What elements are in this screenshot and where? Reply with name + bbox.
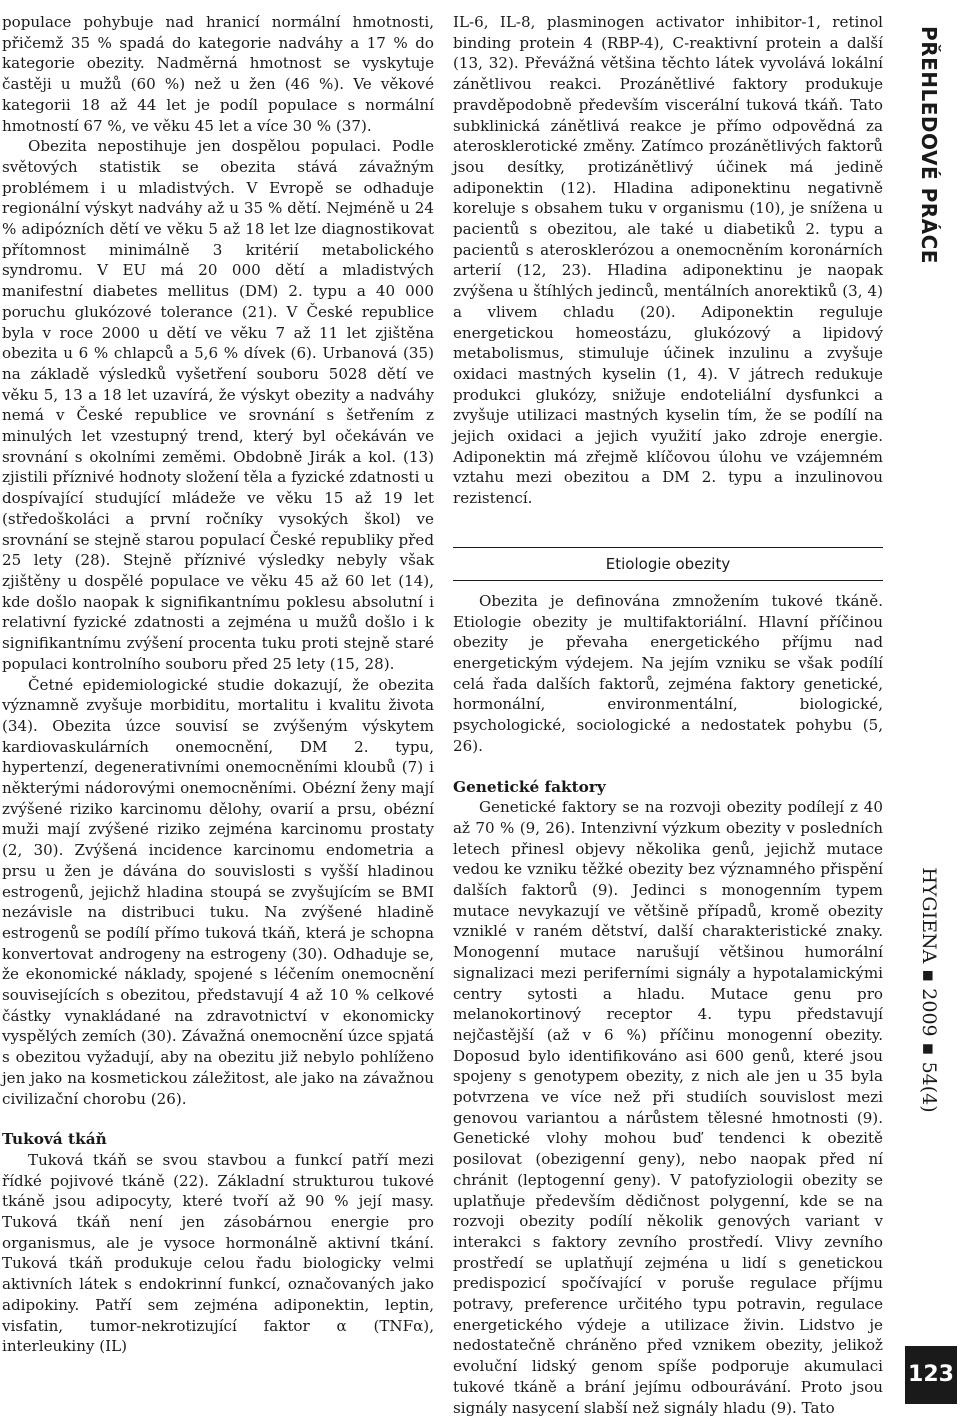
spacer xyxy=(2,1109,434,1129)
paragraph: Tuková tkáň se svou stavbou a funkcí patří mezi řídké pojivové tkáně (22). Základní strukturou tukové tkáně jsou adipocyty, které tvoří až 90 % její masy. Tuková tkáň není jen zásobárnou energie pro organismus, ale je vysoce hormonálně aktivní tkání. Tuková tkáň produkuje celou řadu biologicky velmi aktivních látek s endokrinní funkcí, označovaných jako adipokiny. Patří sem zejména adiponektin, leptin, visfatin, tumor-nekrotizující faktor α (TNFα), interleukiny (IL) xyxy=(2,1150,434,1356)
section-heading-genetic: Genetické faktory xyxy=(453,777,606,796)
section-heading-box xyxy=(453,547,883,581)
paragraph: populace pohybuje nad hranicí normální hmotnosti, přičemž 35 % spadá do kategorie nadváhy a 17 % do kategorie obezity. Nadměrná hmotnost se vyskytuje častěji u mužů (60 %) než u žen (46 %). Ve věkové kategorii 18 až 44 let je podíl populace s normální hmotností 67 %, ve věku 45 let a více 30 % (37). xyxy=(2,13,434,135)
left-column xyxy=(2,12,434,1357)
page-number: 123 xyxy=(905,1346,957,1404)
divider xyxy=(453,580,883,581)
right-column xyxy=(453,12,883,1418)
paragraph: IL-6, IL-8, plasminogen activator inhibitor-1, retinol binding protein 4 (RBP-4), C-reaktivní protein a další (13, 32). Převážná většina těchto látek vyvolává lokální zánětlivou reakci. Prozánětlivé faktory produkuje pravděpodobně především viscerální tuková tkáň. Tato subklinická zánětlivá reakce je přímo odpovědná za aterosklerotické změny. Zatímco prozánětlivých faktorů jsou desítky, protizánětlivý účinek má jedině adiponektin (12). Hladina adiponektinu negativně koreluje s obsahem tuku v organismu (10), je snížena u pacientů s obezitou, ale také u diabetiků 2. typu a pacientů s aterosklerózou a onemocněním koronárních arterií (12, 23). Hladina adiponektinu je naopak zvýšena u štíhlých jedinců, mentálních anorektiků (3, 4) a vlivem chladu (20). Adiponektin reguluje energetickou homeostázu, glukózový a lipidový metabolismus, stimuluje účinek inzulinu a zvyšuje oxidaci mastných kyselin (1, 4). V játrech redukuje produkci glukózy, snižuje endoteliální dysfunkci a zvyšuje utilizaci mastných kyselin tím, že se podílí na jejich oxidaci a jejich využití jako zdroje energie. Adiponektin má zřejmě klíčovou úlohu ve vzájemném vztahu mezi obezitou a DM 2. typu a inzulinovou rezistencí. xyxy=(453,13,883,508)
paragraph: Genetické faktory se na rozvoji obezity podílejí z 40 až 70 % (9, 26). Intenzivní výzkum obezity v posledních letech přinesl objevy několika genů, jejichž mutace vedou ke vzniku těžké obezity bez významného přispění dalších faktorů (9). Jedinci s monogenním typem mutace nevykazují ve většině případů, kromě obezity vzniklé v raném dětství, další charakteristické znaky. Monogenní mutace narušují většinou humorální signalizaci mezi periferními signály a hypotalamickými centry sytosti a hladu. Mutace genu pro melanokortinový receptor 4. typu představují nejčastější (až v 6 %) příčinu monogenní obezity. Doposud bylo identifikováno asi 600 genů, které jsou spojeny s genotypem obezity, z nich ale jen u 35 byla potvrzena ve více než při studiích souvislost mezi genovou variantou a nárůstem tělesné hmotnosti (9). Genetické vlohy mohou buď tendenci k obezitě posilovat (obezigenní geny), nebo naopak před ní chránit (leptogenní geny). V patofyziologii obezity se uplatňuje především dědičnost polygenní, kde se na rozvoji obezity podílí několik genových variant v interakci s faktory zevního prostředí. Vlivy zevního prostředí se uplatňují zejména u lidí s genetickou predispozicí spočívající v poruše regulace příjmu potravy, preference určitého typu potravin, regulace energetického výdeje a utilizace živin. Lidstvo je nedostatečně chráněno před vznikem obezity, jelikož evoluční lidský genom spíše podporuje akumulaci tukové tkáně a brání jejímu odbourávání. Proto jsou signály nasycení slabší než signály hladu (9). Tato xyxy=(453,798,883,1417)
sidebar-section-title xyxy=(905,20,953,270)
spacer xyxy=(453,757,883,777)
sidebar-journal-info xyxy=(905,840,953,1140)
section-heading-tissue: Tuková tkáň xyxy=(2,1130,107,1149)
sidebar-section-title-text: PŘEHLEDOVÉ PRÁCE xyxy=(917,26,941,264)
divider xyxy=(453,547,883,548)
sidebar-journal-text: HYGIENA ▪ 2009 ▪ 54(4) xyxy=(918,867,940,1113)
paragraph: Obezita nepostihuje jen dospělou populaci. Podle světových statistik se obezita stává závažným problémem i u mladistvých. V Evropě se odhaduje regionální výskyt nadváhy až u 35 % dětí. Nejméně u 24 % adipózních dětí ve věku 5 až 18 let lze diagnostikovat přítomnost minimálně 3 kritérií metabolického syndromu. V EU má 20 000 dětí a mladistvých manifestní diabetes mellitus (DM) 2. typu a 40 000 poruchu glukózové tolerance (21). V České republice byla v roce 2000 u dětí ve věku 7 až 11 let zjištěna obezita u 6 % chlapců a 5,6 % dívek (6). Urbanová (35) na základě výsledků vyšetření souboru 5028 dětí ve věku 5, 13 a 18 let uzavírá, že výskyt obezity a nadváhy nemá v České republice ve srovnání s šetřením z minulých let vzestupný trend, který byl očekáván ve srovnání s okolními zeměmi. Obdobně Jirák a kol. (13) zjistili příznivé hodnoty složení těla a fyzické zdatnosti u dospívající studující mládeže ve věku 15 až 19 let (středoškoláci a první ročníky vysokých škol) ve srovnání se stejně starou populací České republiky před 25 lety (28). Stejně příznivé výsledky nebyly však zjištěny u dospělé populace ve věku 45 až 60 let (14), kde došlo naopak k signifikantnímu poklesu absolutní i relativní fyzické zdatnosti a zejména u mužů došlo i k signifikantnímu zvýšení procenta tuku proti stejně staré populaci kontrolního souboru před 25 lety (15, 28). xyxy=(2,137,434,673)
paragraph: Obezita je definována zmnožením tukové tkáně. Etiologie obezity je multifaktoriální. Hlavní příčinou obezity je převaha energetického příjmu nad energetickým výdejem. Na jejím vzniku se však podílí celá řada dalších faktorů, zejména faktory genetické, hormonální, environmentální, biologické, psychologické, sociologické a nedostatek pohybu (5, 26). xyxy=(453,591,883,755)
section-heading-etiology: Etiologie obezity xyxy=(605,554,731,573)
paragraph: Četné epidemiologické studie dokazují, že obezita významně zvyšuje morbiditu, mortalitu i kvalitu života (34). Obezita úzce souvisí se zvýšeným výskytem kardiovaskulárních onemocnění, DM 2. typu, hypertenzí, degenerativními onemocněními kloubů (7) i některými nádorovými onemocněními. Obézní ženy mají zvýšené riziko karcinomu dělohy, ovarií a prsu, obézní muži mají zvýšené riziko zejména karcinomu prostaty (2, 30). Zvýšená incidence karcinomu endometria a prsu u žen je dávána do souvislosti s vyšší hladinou estrogenů, jejichž hladina stoupá se zvyšujícím se BMI nezávisle na distribuci tuku. Na zvýšené hladině estrogenů se podílí přímo tuková tkáň, která je schopna konvertovat androgeny na estrogeny (30). Odhaduje se, že ekonomické náklady, spojené s léčením onemocnění souvisejících s obezitou, představují 4 až 10 % celkové částky vynakládané na zdravotnictví v ekonomicky vyspělých zemích (30). Závažná onemocnění úzce spjatá s obezitou vyžadují, aby na obezitu již nebylo pohlíženo jen jako na kosmetickou záležitost, ale jako na závažnou civilizační chorobu (26). xyxy=(2,675,434,1108)
